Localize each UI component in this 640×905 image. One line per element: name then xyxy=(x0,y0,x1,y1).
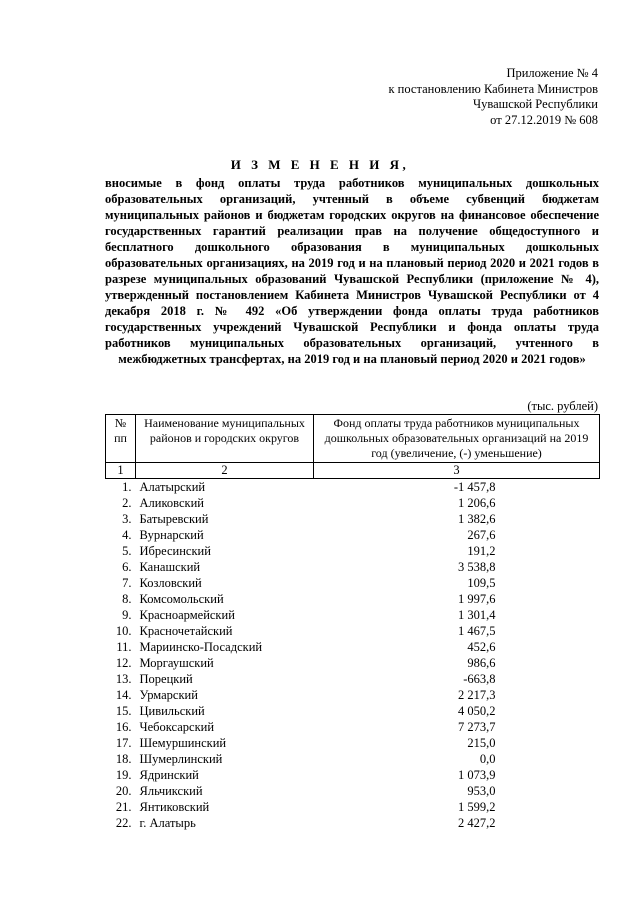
row-value: -1 457,8 xyxy=(453,480,496,494)
appendix-resolution: к постановлению Кабинета Министров xyxy=(388,81,598,96)
row-name: Ибресинский xyxy=(139,544,211,558)
row-name: Порецкий xyxy=(139,672,193,686)
row-value: 0,0 xyxy=(479,752,496,766)
table-row xyxy=(106,735,600,751)
row-value: 2 217,3 xyxy=(458,688,496,702)
row-value: -663,8 xyxy=(463,672,496,686)
row-value: 953,0 xyxy=(467,784,496,798)
row-name: Урмарский xyxy=(139,688,198,702)
row-number: 22. xyxy=(115,816,132,830)
table-row xyxy=(106,799,600,815)
row-number: 9. xyxy=(122,608,132,622)
row-name: Комсомольский xyxy=(139,592,224,606)
row-name: Янтиковский xyxy=(139,800,210,814)
row-number: 12. xyxy=(115,656,132,670)
row-number: 21. xyxy=(115,800,132,814)
table-row xyxy=(106,527,600,543)
appendix-date-number: от 27.12.2019 № 608 xyxy=(490,112,598,127)
table-row xyxy=(106,543,600,559)
row-value: 986,6 xyxy=(467,656,496,670)
row-number: 7. xyxy=(122,576,132,590)
row-number: 18. xyxy=(115,752,132,766)
row-value: 1 997,6 xyxy=(458,592,496,606)
header-name: Наименование муниципальных районов и городских округов xyxy=(136,415,314,463)
row-value: 191,2 xyxy=(467,544,496,558)
table-row xyxy=(106,575,600,591)
row-value: 109,5 xyxy=(467,576,496,590)
row-value: 267,6 xyxy=(467,528,496,542)
table-row xyxy=(106,623,600,639)
row-number: 15. xyxy=(115,704,132,718)
row-name: Мариинско-Посадский xyxy=(139,640,263,654)
row-number: 4. xyxy=(122,528,132,542)
column-number: 2 xyxy=(136,463,314,479)
table-row xyxy=(106,671,600,687)
row-value: 3 538,8 xyxy=(458,560,496,574)
header-number: № пп xyxy=(106,415,136,463)
row-number: 2. xyxy=(122,496,132,510)
appendix-republic: Чувашской Республики xyxy=(472,97,598,111)
row-value: 1 206,6 xyxy=(458,496,496,510)
appendix-number: Приложение № 4 xyxy=(506,66,598,80)
row-name: Канашский xyxy=(139,560,201,574)
table-row xyxy=(106,703,600,719)
units-label: (тыс. рублей) xyxy=(527,399,598,413)
row-name: Аликовский xyxy=(139,496,204,510)
row-value: 4 050,2 xyxy=(458,704,496,718)
row-number: 17. xyxy=(115,736,132,750)
table-row xyxy=(106,591,600,607)
document-title: И З М Е Н Е Н И Я, xyxy=(230,157,410,172)
row-value: 7 273,7 xyxy=(458,720,496,734)
row-number: 5. xyxy=(122,544,132,558)
table-row xyxy=(106,767,600,783)
table-row xyxy=(106,607,600,623)
row-name: Яльчикский xyxy=(139,784,203,798)
document-description: вносимые в фонд оплаты труда работников муниципальных дошкольных образовательных организаций, учтенный в объеме субвенций бюджетам муниципальных районов и бюджетам городских округов на финансовое обеспечение государственных гарантий реализации прав на получение общедоступного и бесплатного дошкольного образования в муниципальных дошкольных образовательных организациях, на 2019 год и на плановый период 2020 и 2021 годов в разрезе муниципальных образований Чувашской Республики (приложение № 4), утвержденный постановлением Кабинета Министров Чувашской Республики от 4 декабря 2018 г. № 492 «Об утверждении фонда оплаты труда работников государственных учреждений Чувашской Республики и фонда оплаты труда работников муниципальных образовательных организаций, учтенного в межбюджетных трансфертах, на 2019 год и на плановый период 2020 и 2021 годов» xyxy=(105,176,599,366)
row-name: Козловский xyxy=(139,576,202,590)
data-table xyxy=(105,414,600,831)
row-name: Шумерлинский xyxy=(139,752,223,766)
row-name: Красноармейский xyxy=(139,608,235,622)
row-number: 14. xyxy=(115,688,132,702)
row-number: 16. xyxy=(115,720,132,734)
table-row xyxy=(106,783,600,799)
table-row xyxy=(106,479,600,496)
row-name: Чебоксарский xyxy=(139,720,215,734)
row-name: Ядринский xyxy=(139,768,199,782)
row-name: Алатырский xyxy=(139,480,206,494)
table-header-row xyxy=(106,415,600,463)
row-name: Красночетайский xyxy=(139,624,233,638)
table-row xyxy=(106,639,600,655)
table-row xyxy=(106,815,600,831)
table-row xyxy=(106,495,600,511)
row-number: 20. xyxy=(115,784,132,798)
row-name: Моргаушский xyxy=(139,656,214,670)
row-number: 1. xyxy=(122,480,132,494)
row-number: 8. xyxy=(122,592,132,606)
row-value: 2 427,2 xyxy=(458,816,496,830)
row-name: Цивильский xyxy=(139,704,205,718)
table-row xyxy=(106,511,600,527)
row-name: Вурнарский xyxy=(139,528,204,542)
row-value: 1 599,2 xyxy=(458,800,496,814)
table-row xyxy=(106,687,600,703)
column-number-row xyxy=(106,463,600,479)
row-value: 1 467,5 xyxy=(458,624,496,638)
column-number: 3 xyxy=(314,463,600,479)
table-row xyxy=(106,751,600,767)
row-value: 1 073,9 xyxy=(458,768,496,782)
row-number: 10. xyxy=(115,624,132,638)
row-number: 13. xyxy=(115,672,132,686)
row-number: 19. xyxy=(115,768,132,782)
row-name: г. Алатырь xyxy=(139,816,196,830)
header-fund: Фонд оплаты труда работников муниципальных дошкольных образовательных организаций на 2019 год (увеличение, (-) уменьшение) xyxy=(314,415,600,463)
column-number: 1 xyxy=(106,463,136,479)
appendix-header xyxy=(330,66,598,128)
table-row xyxy=(106,655,600,671)
row-value: 1 382,6 xyxy=(458,512,496,526)
row-value: 1 301,4 xyxy=(458,608,496,622)
row-value: 215,0 xyxy=(467,736,496,750)
row-number: 11. xyxy=(116,640,132,654)
row-name: Шемуршинский xyxy=(139,736,227,750)
row-value: 452,6 xyxy=(467,640,496,654)
table-row xyxy=(106,719,600,735)
row-name: Батыревский xyxy=(139,512,209,526)
row-number: 6. xyxy=(122,560,132,574)
row-number: 3. xyxy=(122,512,132,526)
table-row xyxy=(106,559,600,575)
